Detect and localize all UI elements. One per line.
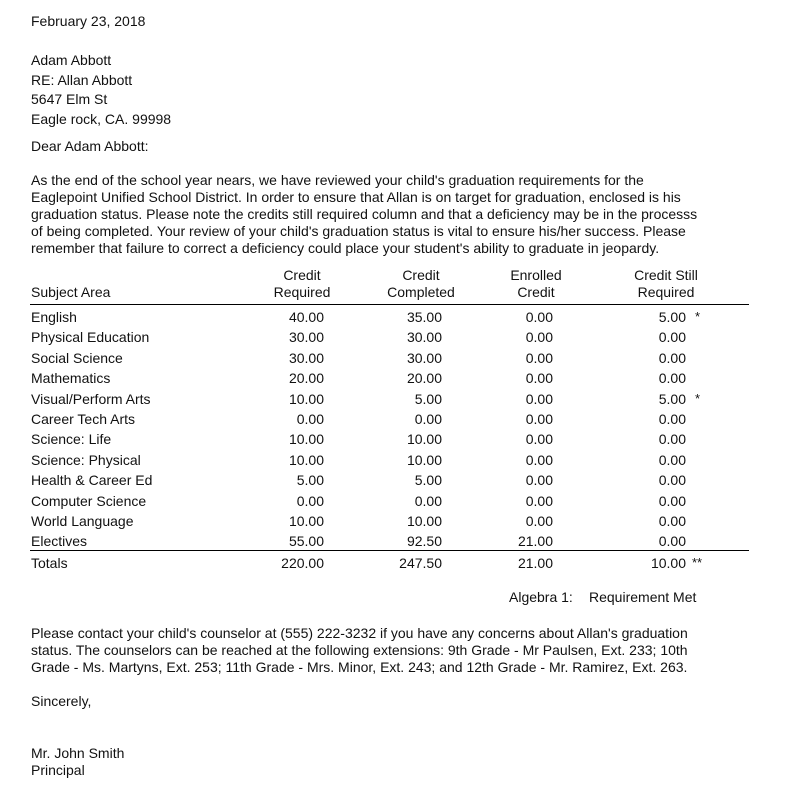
- cell-completed: 30.00: [406, 329, 442, 345]
- header-credit-completed: Credit Completed: [387, 267, 455, 300]
- salutation: Dear Adam Abbott:: [31, 138, 149, 154]
- cell-enrolled: 0.00: [525, 309, 553, 325]
- cell-subject: Science: Life: [31, 431, 112, 447]
- cell-subject: Computer Science: [31, 493, 147, 509]
- cell-subject: Mathematics: [31, 370, 111, 386]
- cell-required: 40.00: [288, 309, 324, 325]
- cell-still: 0.00: [658, 452, 686, 468]
- recipient-name: Adam Abbott: [31, 52, 112, 68]
- cell-completed: 20.00: [406, 370, 442, 386]
- cell-enrolled: 0.00: [525, 452, 553, 468]
- intro-line: of being completed. Your review of your child's graduation status is vital to ensure his/her success. Please: [31, 223, 686, 239]
- cell-enrolled: 0.00: [525, 370, 553, 386]
- cell-still: 0.00: [658, 329, 686, 345]
- totals-still-required: 10.00: [650, 555, 686, 571]
- totals-required: 220.00: [281, 555, 324, 571]
- cell-required: 10.00: [288, 431, 324, 447]
- intro-line: As the end of the school year nears, we have reviewed your child's graduation requirements for the: [31, 172, 644, 188]
- cell-subject: Electives: [31, 533, 88, 549]
- cell-completed: 35.00: [406, 309, 442, 325]
- cell-still: 0.00: [658, 411, 686, 427]
- cell-completed: 5.00: [414, 391, 442, 407]
- cell-enrolled: 21.00: [517, 533, 553, 549]
- totals-enrolled: 21.00: [517, 555, 553, 571]
- cell-still: 0.00: [658, 431, 686, 447]
- cell-completed: 0.00: [414, 493, 442, 509]
- signer-title: Principal: [31, 762, 85, 778]
- totals-label: Totals: [31, 555, 68, 571]
- cell-still: 5.00: [658, 309, 686, 325]
- header-divider: [30, 304, 749, 305]
- cell-subject: Career Tech Arts: [31, 411, 136, 427]
- cell-still: 0.00: [658, 370, 686, 386]
- cell-enrolled: 0.00: [525, 391, 553, 407]
- cell-required: 55.00: [288, 533, 324, 549]
- totals-completed: 247.50: [399, 555, 442, 571]
- cell-subject: Physical Education: [31, 329, 150, 345]
- city-state-zip: Eagle rock, CA. 99998: [31, 111, 172, 127]
- totals-flag: **: [692, 555, 703, 570]
- cell-enrolled: 0.00: [525, 472, 553, 488]
- cell-enrolled: 0.00: [525, 513, 553, 529]
- cell-enrolled: 0.00: [525, 431, 553, 447]
- cell-subject: Social Science: [31, 350, 123, 366]
- cell-still: 0.00: [658, 513, 686, 529]
- contact-line: Please contact your child's counselor at (555) 222-3232 if you have any concerns about Allan's graduation: [31, 625, 688, 641]
- signer-name: Mr. John Smith: [31, 745, 125, 761]
- cell-subject: Visual/Perform Arts: [31, 391, 151, 407]
- cell-completed: 10.00: [406, 431, 442, 447]
- cell-enrolled: 0.00: [525, 493, 553, 509]
- header-credit-still-required: Credit Still Required: [634, 267, 698, 300]
- header-credit-required: Credit Required: [273, 267, 331, 300]
- cell-required: 0.00: [296, 493, 324, 509]
- cell-required: 10.00: [288, 391, 324, 407]
- algebra-label: Algebra 1:: [509, 589, 573, 605]
- cell-enrolled: 0.00: [525, 329, 553, 345]
- cell-still: 0.00: [658, 533, 686, 549]
- cell-required: 30.00: [288, 350, 324, 366]
- intro-line: graduation status. Please note the credits still required column and that a deficiency may be in the processs: [31, 206, 698, 222]
- cell-required: 0.00: [296, 411, 324, 427]
- header-enrolled-credit: Enrolled Credit: [510, 267, 562, 300]
- cell-still: 5.00: [658, 391, 686, 407]
- cell-required: 20.00: [288, 370, 324, 386]
- header-subject-area: Subject Area: [31, 284, 111, 300]
- algebra-status: Requirement Met: [589, 589, 697, 605]
- cell-completed: 10.00: [406, 452, 442, 468]
- intro-line: remember that failure to correct a deficiency could place your student's ability to graduate in jeopardy.: [31, 240, 660, 256]
- cell-enrolled: 0.00: [525, 411, 553, 427]
- cell-completed: 10.00: [406, 513, 442, 529]
- deficiency-flag: *: [695, 391, 701, 406]
- totals-divider: [30, 550, 749, 551]
- closing: Sincerely,: [31, 693, 92, 709]
- cell-still: 0.00: [658, 493, 686, 509]
- re-line: RE: Allan Abbott: [31, 72, 133, 88]
- cell-still: 0.00: [658, 472, 686, 488]
- cell-completed: 0.00: [414, 411, 442, 427]
- contact-line: status. The counselors can be reached at the following extensions: 9th Grade - Mr Paulsen, Ext. 233; 10th: [31, 642, 688, 658]
- contact-line: Grade - Ms. Martyns, Ext. 253; 11th Grade - Mrs. Minor, Ext. 243; and 12th Grade - Mr. Ramirez, Ext. 263.: [31, 659, 688, 675]
- cell-subject: Health & Career Ed: [31, 472, 153, 488]
- deficiency-flag: *: [695, 309, 701, 324]
- street-address: 5647 Elm St: [31, 91, 108, 107]
- cell-required: 30.00: [288, 329, 324, 345]
- cell-required: 10.00: [288, 452, 324, 468]
- cell-completed: 30.00: [406, 350, 442, 366]
- cell-enrolled: 0.00: [525, 350, 553, 366]
- cell-still: 0.00: [658, 350, 686, 366]
- cell-completed: 5.00: [414, 472, 442, 488]
- cell-subject: English: [31, 309, 77, 325]
- letter-date: February 23, 2018: [31, 13, 146, 29]
- cell-required: 5.00: [296, 472, 324, 488]
- cell-subject: World Language: [31, 513, 134, 529]
- cell-completed: 92.50: [406, 533, 442, 549]
- cell-required: 10.00: [288, 513, 324, 529]
- cell-subject: Science: Physical: [31, 452, 141, 468]
- intro-line: Eaglepoint Unified School District. In order to ensure that Allan is on target for graduation, enclosed is his: [31, 189, 681, 205]
